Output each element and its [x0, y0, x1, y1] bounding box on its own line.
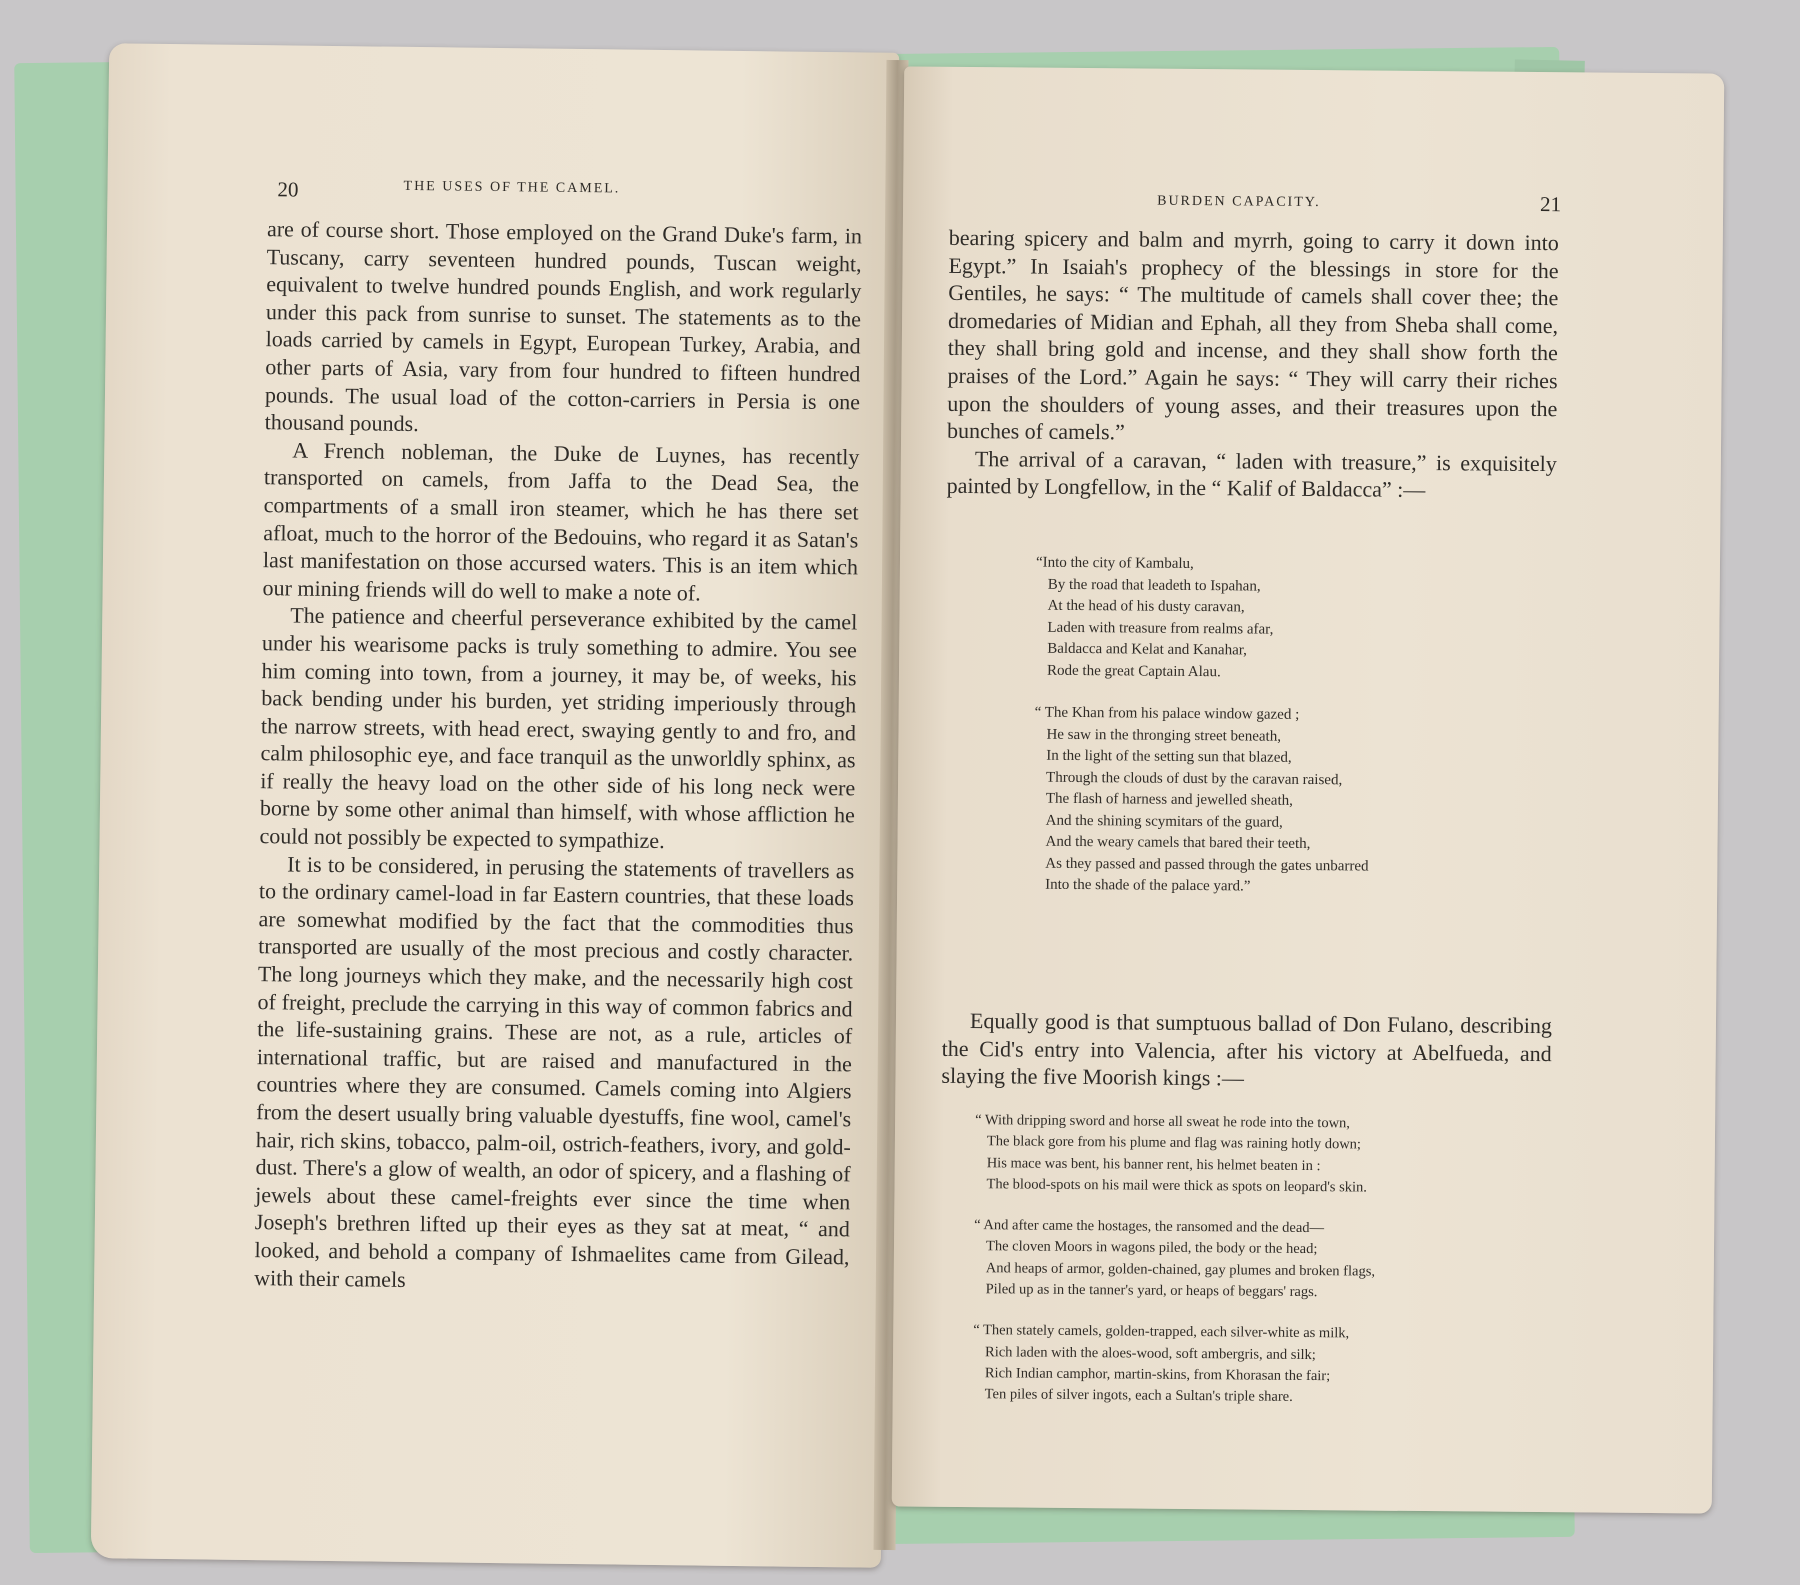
poem-line: And the weary camels that bared their teeth, [1045, 833, 1311, 853]
left-paragraph-2: A French nobleman, the Duke de Luynes, has recently transported on camels, from Jaffa to the Dead Sea, the compartments of a small iron steamer, which he has there set afloat, much to the horror of the Bedouins, who regard it as Satan's last manifestation on those accursed waters. This is an item which our mining friends will do well to make a note of. [262, 437, 860, 606]
poem-line: Laden with treasure from realms afar, [1047, 619, 1274, 638]
poem-line: Baldacca and Kelat and Kanahar, [1047, 640, 1248, 659]
ballad-stanza [973, 1320, 1375, 1409]
poem-line: The flash of harness and jewelled sheath, [1045, 790, 1293, 809]
poem-line: Through the clouds of dust by the caravan raised, [1046, 769, 1343, 788]
right-paragraph-1: bearing spicery and balm and myrrh, going to carry it down into Egypt.” In Isaiah's prophecy of the blessings in store for the Gentiles, he says: “ The multitude of camels shall cover thee; the dromedaries of Midian and Ephah, all they from Sheba shall come, they shall bring gold and incense, and they shall show forth the praises of the Lord.” Again he says: “ They will carry their riches upon the shoulders of young asses, and their treasures upon the bunches of camels.” [947, 224, 1559, 445]
ballad-line: The cloven Moors in wagons piled, the body or the head; [985, 1238, 1318, 1258]
ballad-line: “ With dripping sword and horse all sweat he rode into the town, [975, 1112, 1351, 1132]
ballad-line: The black gore from his plume and flag was raining hotly down; [986, 1133, 1362, 1153]
poem-line: As they passed and passed through the gates unbarred [1045, 855, 1369, 875]
ballad-line: Rich Indian camphor, martin-skins, from Khorasan the fair; [984, 1365, 1331, 1385]
poem-line: And the shining scymitars of the guard, [1045, 812, 1283, 831]
ballad-line: His mace was bent, his banner rent, his helmet beaten in : [986, 1154, 1321, 1174]
right-paragraph-2: The arrival of a caravan, “ laden with treasure,” is exquisitely painted by Longfellow, in the “ Kalif of Baldacca” :— [946, 445, 1557, 503]
left-paragraph-4: It is to be considered, in perusing the statements of travellers as to the ordinary camel-load in far Eastern countries, that these loads are somewhat modified by the fact that the commodities thus transported are usually of the most precious and costly character. The long journeys which they make, and the necessarily high cost of freight, preclude the carrying in this way of common fabrics and the life-sustaining grains. These are not, as a rule, articles of international traffic, but are raised and manufactured in the countries where they are consumed. Camels coming into Algiers from the desert usually bring valuable dyestuffs, fine wool, camel's hair, rich skins, tobacco, palm-oil, ostrich-feathers, ivory, and gold-dust. There's a glow of wealth, an odor of spicery, and a flashing of jewels about these camel-freights ever since the time when Joseph's brethren lifted up their eyes as they sat at meat, “ and looked, and behold a company of Ishmaelites came from Gilead, with their camels [254, 851, 855, 1292]
poem-line: “ The Khan from his palace window gazed ; [1034, 704, 1300, 723]
poem-line: Rode the great Captain Alau. [1046, 662, 1221, 680]
left-paragraph-3: The patience and cheerful perseverance exhibited by the camel under his wearisome packs is truly something to admire. You see him coming into town, from a journey, it may be, of weeks, his back bending under his burden, yet striding imperiously through the narrow streets, with head erect, swaying gently to and fro, and calm philosophic eye, and face tranquil as the unworldly sphinx, as if really the heavy load on the other side of his long neck were borne by some other animal than himself, with whose affliction he could not possibly be expected to sympathize. [259, 602, 858, 854]
ballad-line: The blood-spots on his mail were thick as spots on leopard's skin. [986, 1176, 1367, 1196]
left-page [91, 43, 899, 1568]
right-middle-text [941, 1007, 1552, 1095]
poem-stanza [1035, 553, 1371, 685]
poem-line: By the road that leadeth to Ispahan, [1047, 576, 1261, 595]
left-page-number: 20 [277, 177, 299, 202]
poem-stanza [1033, 703, 1370, 899]
ballad-line: “ And after came the hostages, the ransomed and the dead— [974, 1217, 1325, 1237]
ballad-line: Ten piles of silver ingots, each a Sultan's triple share. [984, 1386, 1293, 1406]
poem-line: In the light of the setting sun that blazed, [1046, 747, 1292, 766]
right-page [892, 66, 1725, 1513]
ballad-line: And heaps of armor, golden-chained, gay plumes and broken flags, [985, 1259, 1376, 1280]
poem-line: He saw in the thronging street beneath, [1046, 726, 1282, 745]
left-running-head: THE USES OF THE CAMEL. [403, 178, 621, 197]
ballad-line: Piled up as in the tanner's yard, or heaps of beggars' rags. [985, 1281, 1318, 1301]
right-page-number: 21 [1540, 192, 1562, 217]
poem-line: “Into the city of Kambalu, [1035, 554, 1194, 572]
ballad-stanza [974, 1215, 1376, 1304]
poem-line: Into the shade of the palace yard.” [1045, 876, 1251, 895]
cid-ballad [972, 1110, 1376, 1429]
ballad-line: Rich laden with the aloes-wood, soft ambergris, and silk; [985, 1343, 1316, 1363]
ballad-line: “ Then stately camels, golden-trapped, each silver-white as milk, [973, 1322, 1350, 1342]
poem-line: At the head of his dusty caravan, [1047, 597, 1245, 616]
kalif-poem [1033, 553, 1371, 920]
right-paragraph-3: Equally good is that sumptuous ballad of Don Fulano, describing the Cid's entry into Valencia, after his victory at Abelfueda, and slaying the five Moorish kings :— [941, 1008, 1553, 1091]
left-paragraph-1: are of course short. Those employed on the Grand Duke's farm, in Tuscany, carry seventeen hundred pounds, Tuscan weight, equivalent to twelve hundred pounds English, and work regularly under this pack from sunrise to sunset. The statements as to the loads carried by camels in Egypt, European Turkey, Arabia, and other parts of Asia, vary from four hundred to fifteen hundred pounds. The usual load of the cotton-carriers in Persia is one thousand pounds. [264, 216, 863, 437]
left-body-text [254, 215, 862, 1298]
right-running-head: BURDEN CAPACITY. [1157, 193, 1321, 211]
ballad-stanza [974, 1110, 1376, 1199]
right-intro-text [947, 224, 1559, 505]
